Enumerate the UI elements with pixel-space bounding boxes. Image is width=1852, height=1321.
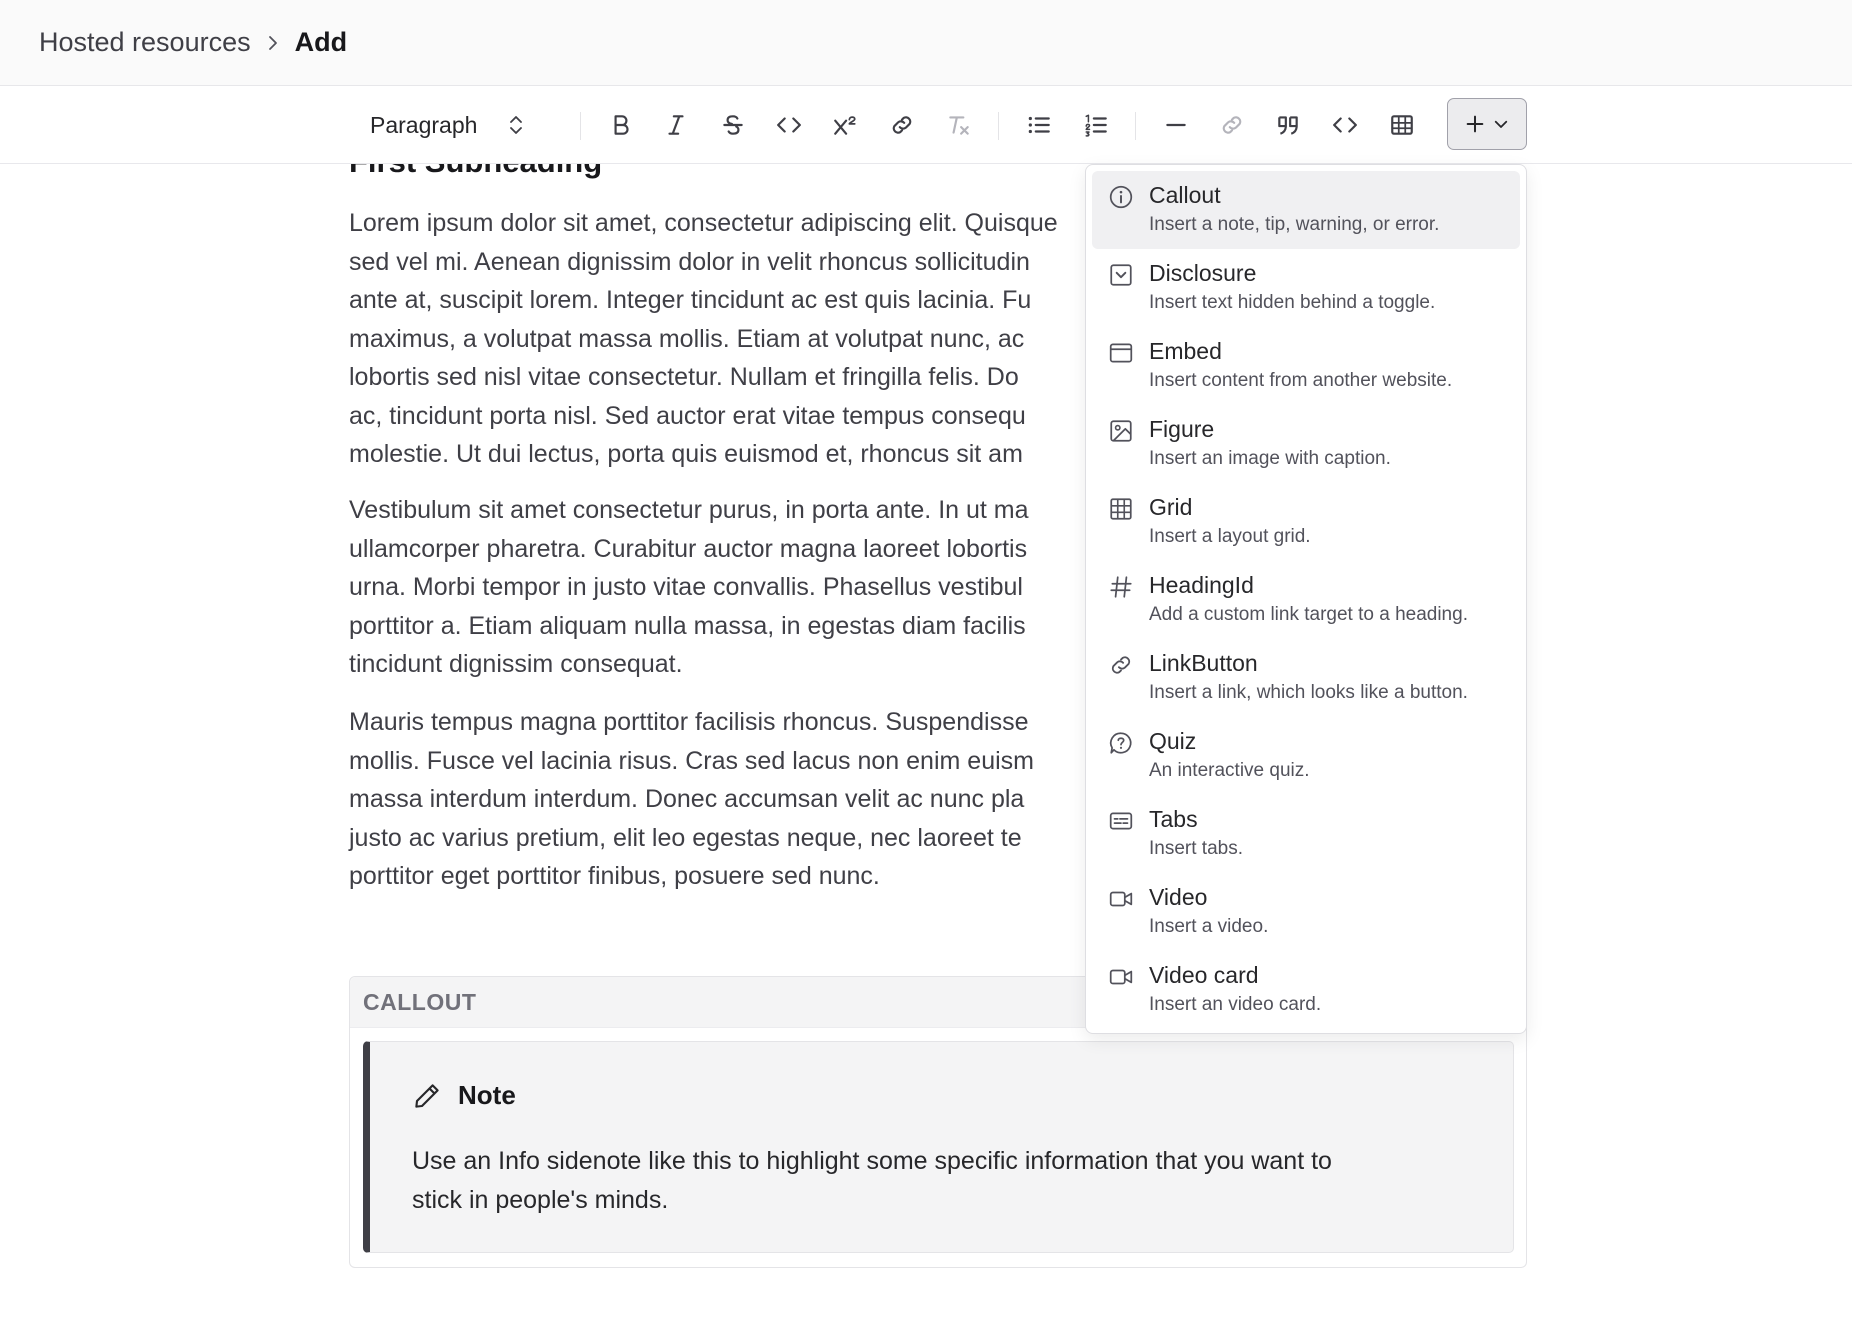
unlink-button[interactable] (1214, 107, 1250, 143)
breadcrumb (0, 0, 1852, 86)
inline-code-button[interactable] (771, 107, 807, 143)
clear-format-icon (946, 112, 972, 138)
question-bubble-icon (1108, 730, 1134, 756)
menu-item-description: Insert a layout grid. (1149, 526, 1311, 547)
menu-item-callout[interactable] (1092, 171, 1520, 249)
horizontal-rule-button[interactable] (1158, 107, 1194, 143)
tabs-icon (1108, 808, 1134, 834)
info-icon (1108, 184, 1134, 210)
toolbar-divider (998, 112, 999, 140)
menu-item-video[interactable] (1092, 873, 1520, 951)
menu-item-tabs[interactable] (1092, 795, 1520, 873)
block-type-value: Paragraph (370, 111, 478, 138)
menu-item-video-card[interactable] (1092, 951, 1520, 1029)
menu-item-label: Video card (1149, 962, 1259, 988)
ordered-list-icon (1083, 112, 1109, 138)
callout-text: Use an Info sidenote like this to highlight some specific information that you want to stick in people's minds. (412, 1147, 1332, 1214)
toolbar-divider (580, 112, 581, 140)
clear-format-button[interactable] (941, 107, 977, 143)
video-card-icon (1108, 964, 1134, 990)
pencil-icon (412, 1081, 442, 1111)
code-block-button[interactable] (1327, 107, 1363, 143)
menu-item-description: Insert content from another website. (1149, 370, 1453, 391)
callout-title-row (412, 1080, 516, 1111)
menu-item-label: Quiz (1149, 728, 1197, 754)
ordered-list-button[interactable] (1078, 107, 1114, 143)
italic-icon (663, 112, 689, 138)
block-type-select[interactable] (348, 104, 556, 146)
menu-item-description: Insert tabs. (1149, 838, 1243, 859)
strikethrough-icon (720, 112, 746, 138)
callout-note-box[interactable] (363, 1041, 1514, 1253)
hash-icon (1108, 574, 1134, 600)
strikethrough-button[interactable] (715, 107, 751, 143)
menu-item-description: An interactive quiz. (1149, 760, 1310, 781)
bullet-list-icon (1026, 112, 1052, 138)
image-icon (1108, 418, 1134, 444)
superscript-button[interactable] (827, 107, 863, 143)
menu-item-label: Disclosure (1149, 260, 1257, 286)
insert-block-button[interactable] (1447, 98, 1527, 150)
unlink-icon (1219, 112, 1245, 138)
menu-item-description: Insert text hidden behind a toggle. (1149, 292, 1436, 313)
chevron-up-down-icon (506, 114, 526, 136)
menu-item-description: Insert an video card. (1149, 994, 1322, 1015)
chevron-right-icon (265, 35, 281, 51)
menu-item-disclosure[interactable] (1092, 249, 1520, 327)
bold-icon (608, 112, 634, 138)
insert-menu (1085, 164, 1527, 1034)
code-icon (776, 112, 802, 138)
menu-item-description: Insert a link, which looks like a button. (1149, 682, 1468, 703)
blockquote-button[interactable] (1270, 107, 1306, 143)
chevron-square-icon (1108, 262, 1134, 288)
link-icon (1108, 652, 1134, 678)
paragraph-3: Mauris tempus magna porttitor facilisis rhoncus. Suspendisse mollis. Fusce vel lacinia risus. Cras sed lacus non enim euism massa interdum interdum. Donec accumsan velit ac nunc pla justo ac varius pretium, elit leo egestas neque, nec laoreet te porttitor eget porttitor finibus, posuere sed nunc. (349, 708, 1034, 890)
paragraph-2: Vestibulum sit amet consectetur purus, in porta ante. In ut ma ullamcorper pharetra. Curabitur auctor magna laoreet lobortis urna. Morbi tempor in justo vitae convallis. Phasellus vestibul porttitor a. Etiam aliquam nulla massa, in egestas diam facilis tincidunt dignissim consequat. (349, 496, 1029, 678)
menu-item-description: Insert a video. (1149, 916, 1269, 937)
table-icon (1389, 112, 1415, 138)
paragraph-1: Lorem ipsum dolor sit amet, consectetur adipiscing elit. Quisque sed vel mi. Aenean dignissim dolor in velit rhoncus sollicitudin ante at, suscipit lorem. Integer tincidunt ac est quis lacinia. Fu maximus, a volutpat massa mollis. Etiam at volutpat nunc, ac lobortis sed nisl vitae consectetur. Nullam et fringilla felis. Do ac, tincidunt porta nisl. Sed auctor erat vitae tempus consequ molestie. Ut dui lectus, porta quis euismod et, rhoncus sit am (349, 209, 1058, 468)
menu-item-description: Add a custom link target to a heading. (1149, 604, 1468, 625)
menu-item-label: Embed (1149, 338, 1222, 364)
menu-item-embed[interactable] (1092, 327, 1520, 405)
menu-item-linkbutton[interactable] (1092, 639, 1520, 717)
callout-block-label: CALLOUT (350, 977, 1526, 1028)
plus-icon (1464, 113, 1486, 135)
menu-item-label: LinkButton (1149, 650, 1258, 676)
menu-item-label: Callout (1149, 182, 1221, 208)
link-icon (889, 112, 915, 138)
editor-page (0, 86, 1852, 1321)
menu-item-label: Figure (1149, 416, 1215, 442)
chevron-down-icon (1492, 115, 1510, 133)
code-block-icon (1332, 112, 1358, 138)
grid-icon (1108, 496, 1134, 522)
toolbar-divider (1135, 112, 1136, 140)
editor-toolbar (0, 86, 1852, 164)
menu-item-label: Tabs (1149, 806, 1198, 832)
table-button[interactable] (1384, 107, 1420, 143)
breadcrumb-root-link[interactable]: Hosted resources (39, 27, 251, 57)
menu-item-headingid[interactable] (1092, 561, 1520, 639)
menu-item-figure[interactable] (1092, 405, 1520, 483)
superscript-icon (832, 112, 858, 138)
menu-item-label: Grid (1149, 494, 1193, 520)
breadcrumb-current: Add (294, 27, 348, 57)
horizontal-rule-icon (1163, 112, 1189, 138)
blockquote-icon (1275, 112, 1301, 138)
menu-item-quiz[interactable] (1092, 717, 1520, 795)
callout-title: Note (458, 1080, 516, 1110)
browser-window-icon (1108, 340, 1134, 366)
bold-button[interactable] (603, 107, 639, 143)
italic-button[interactable] (658, 107, 694, 143)
video-icon (1108, 886, 1134, 912)
menu-item-description: Insert a note, tip, warning, or error. (1149, 214, 1440, 235)
menu-item-grid[interactable] (1092, 483, 1520, 561)
menu-item-label: HeadingId (1149, 572, 1254, 598)
link-button[interactable] (884, 107, 920, 143)
menu-item-description: Insert an image with caption. (1149, 448, 1391, 469)
bullet-list-button[interactable] (1021, 107, 1057, 143)
menu-item-label: Video (1149, 884, 1208, 910)
